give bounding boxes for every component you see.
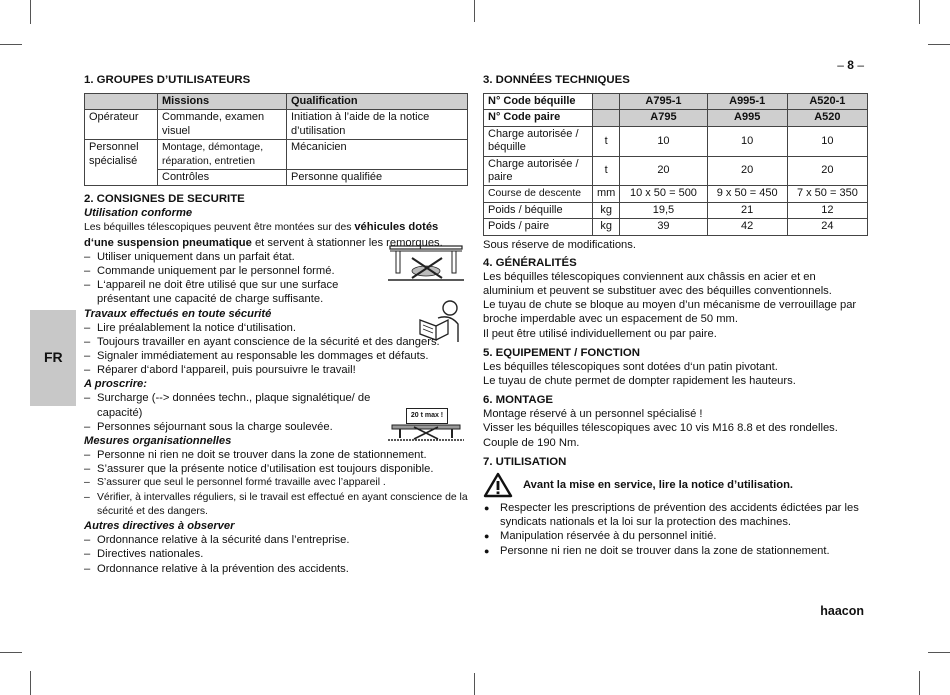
cell-value: A520-1 [787, 94, 867, 110]
page-number: – 8 – [837, 58, 864, 72]
paragraph: Les béquilles télescopiques conviennent aux châssis en acier et en aluminium et peuvent se substituer avec des béquilles conventionnels. [483, 270, 832, 298]
cell-value: 21 [707, 202, 787, 218]
cell-value: 10 [707, 126, 787, 156]
crop-mark [474, 673, 475, 695]
section-title: 2. CONSIGNES DE SECURITE [84, 193, 245, 206]
row-unit [593, 94, 620, 110]
list-item: – Toujours travailler en ayant conscience de la sécurité et des dangers. [84, 335, 468, 349]
cell-value: 9 x 50 = 450 [707, 186, 787, 202]
paragraph: Le tuyau de chute permet de dompter rapidement les hauteurs. [483, 375, 796, 388]
list [84, 448, 468, 519]
row-unit: kg [593, 219, 620, 235]
paragraph: Visser les béquilles télescopiques avec 10 vis M16 8.8 et des rondelles. [483, 422, 838, 435]
list-item: ● Personne ni rien ne doit se trouver dans la zone de stationnement. [483, 544, 868, 558]
row-label: Course de descente [484, 186, 593, 202]
table-row: Personnel spécialisé Montage, démontage, réparation, entretien Mécanicien [85, 140, 468, 170]
list-item: – L‘appareil ne doit être utilisé que sur une surface présentant une capacité de charge suffisante. [84, 278, 374, 306]
table-row [484, 202, 868, 218]
language-tab: FR [30, 310, 76, 406]
row-unit [593, 110, 620, 126]
cell-value: A520 [787, 110, 867, 126]
subsection-title: Travaux effectués en toute sécurité [84, 307, 272, 320]
paragraph: Les béquilles télescopiques sont dotées d‘un patin pivotant. [483, 360, 778, 373]
subsection-title: Utilisation conforme [84, 207, 193, 220]
list-item: – Lire préalablement la notice d‘utilisation. [84, 321, 468, 335]
max-load-sign: 20 t max ! [406, 408, 448, 424]
cell-value: 24 [787, 219, 867, 235]
list-item: ● Manipulation réservée à du personnel initié. [483, 529, 868, 543]
section-title: 1. GROUPES D’UTILISATEURS [84, 74, 251, 86]
list-item: – Commande uniquement par le personnel formé. [84, 264, 374, 278]
warning-triangle-icon [483, 472, 513, 498]
row-label: Poids / béquille [484, 202, 593, 218]
list-item: – S’assurer que la présente notice d’utilisation est toujours disponible. [84, 462, 468, 476]
table-row [484, 186, 868, 202]
section-title: 7. UTILISATION [483, 455, 567, 468]
read-manual-icon [414, 298, 464, 344]
warning-notice [483, 472, 868, 498]
cell-value: 20 [707, 156, 787, 186]
subsection-title: A proscrire: [84, 378, 148, 391]
list [84, 321, 468, 378]
crop-mark [928, 44, 950, 45]
cell-value: 19,5 [620, 202, 707, 218]
table-row: Contrôles Personne qualifiée [85, 170, 468, 186]
crop-mark [928, 652, 950, 653]
warning-text: Avant la mise en service, lire la notice d’utilisation. [523, 478, 794, 491]
subsection-title: Mesures organisationnelles [84, 435, 232, 448]
cell-value: 10 [787, 126, 867, 156]
section-title: 5. EQUIPEMENT / FONCTION [483, 346, 640, 359]
left-column [84, 73, 468, 576]
row-label: N° Code béquille [484, 94, 593, 110]
crop-mark [919, 0, 920, 24]
row-label: N° Code paire [484, 110, 593, 126]
list-item: – Réparer d‘abord l‘appareil, puis poursuivre le travail! [84, 363, 468, 377]
list [84, 250, 374, 307]
table-row [484, 94, 868, 110]
crop-mark [0, 44, 22, 45]
crop-mark [30, 671, 31, 695]
table-row [484, 156, 868, 186]
list [483, 501, 868, 558]
crop-mark [0, 652, 22, 653]
cell-value: A995 [707, 110, 787, 126]
cell-value: A995-1 [707, 94, 787, 110]
crop-mark [474, 0, 475, 22]
section-title: 3. DONNÉES TECHNIQUES [483, 74, 630, 86]
table-row [484, 110, 868, 126]
list-item: – Ordonnance relative à la sécurité dans l’entreprise. [84, 533, 468, 547]
list [84, 391, 384, 434]
table-row [484, 126, 868, 156]
row-label: Charge autorisée / paire [484, 156, 593, 186]
overload-figure [386, 408, 466, 442]
paragraph: Il peut être utilisé individuellement ou par paire. [483, 327, 717, 340]
users-table: Missions Qualification Opérateur Commande, examen visuel Initiation à l’aide de la notice d’utilisation Personnel spécialisé Montage, démontage, réparation, entretien Mécanicien Contrôles Personne qualifiée [84, 93, 468, 186]
section-title: 6. MONTAGE [483, 394, 554, 407]
cell-value: 42 [707, 219, 787, 235]
cell-value: 20 [787, 156, 867, 186]
cell-value: 10 x 50 = 500 [620, 186, 707, 202]
right-column [483, 73, 868, 558]
row-unit: t [593, 156, 620, 186]
paragraph: Les béquilles télescopiques peuvent être montées sur des véhicules dotés d‘une suspension pneumatique et servent à stationner les remorques. [84, 221, 443, 249]
no-person-under-trailer-icon [386, 244, 466, 284]
cell-value: 39 [620, 219, 707, 235]
list-item: – Directives nationales. [84, 547, 468, 561]
table-row: Opérateur Commande, examen visuel Initiation à l’aide de la notice d’utilisation [85, 110, 468, 140]
cell-value: 12 [787, 202, 867, 218]
list-item: – Personnes séjournant sous la charge soulevée. [84, 420, 384, 434]
row-unit: kg [593, 202, 620, 218]
cell-value: A795 [620, 110, 707, 126]
cell-value: A795-1 [620, 94, 707, 110]
cell-value: 7 x 50 = 350 [787, 186, 867, 202]
row-unit: mm [593, 186, 620, 202]
cell-value: 10 [620, 126, 707, 156]
crop-mark [30, 0, 31, 24]
cell-value: 20 [620, 156, 707, 186]
table-row [484, 219, 868, 235]
subsection-title: Autres directives à observer [84, 520, 235, 533]
list-item: – Utiliser uniquement dans un parfait état. [84, 250, 374, 264]
paragraph: Montage réservé à un personnel spécialisé ! [483, 408, 703, 421]
list-item: ● Respecter les prescriptions de prévention des accidents édictées par les syndicats nationals et la loi sur la protection des machines. [483, 501, 868, 529]
crop-mark [919, 671, 920, 695]
list-item: – Ordonnance relative à la prévention des accidents. [84, 562, 468, 576]
tech-data-table [483, 93, 868, 236]
row-unit: t [593, 126, 620, 156]
row-label: Poids / paire [484, 219, 593, 235]
reserve-note: Sous réserve de modifications. [483, 238, 636, 251]
list-item: – Vérifier, à intervalles réguliers, si le travail est effectué en ayant conscience de la sécurité et des dangers. [84, 491, 468, 519]
paragraph: Le tuyau de chute se bloque au moyen d’un mécanisme de verrouillage par broche imperdable avec un espacement de 50 mm. [483, 299, 857, 326]
list-item: – Surcharge (--> données techn., plaque signalétique/ de capacité) [84, 391, 384, 419]
section-title: 4. GÉNÉRALITÉS [483, 256, 577, 269]
list-item: – S’assurer que seul le personnel formé travaille avec l’appareil . [84, 476, 468, 490]
overloaded-trailer-icon [386, 422, 466, 442]
list-item: – Personne ni rien ne doit se trouver dans la zone de stationnement. [84, 448, 468, 462]
row-label: Charge autorisée / béquille [484, 126, 593, 156]
paragraph: Couple de 190 Nm. [483, 436, 580, 449]
list-item: – Signaler immédiatement au responsable les dommages et défauts. [84, 349, 468, 363]
brand-name: haacon [820, 604, 864, 618]
list [84, 533, 468, 576]
